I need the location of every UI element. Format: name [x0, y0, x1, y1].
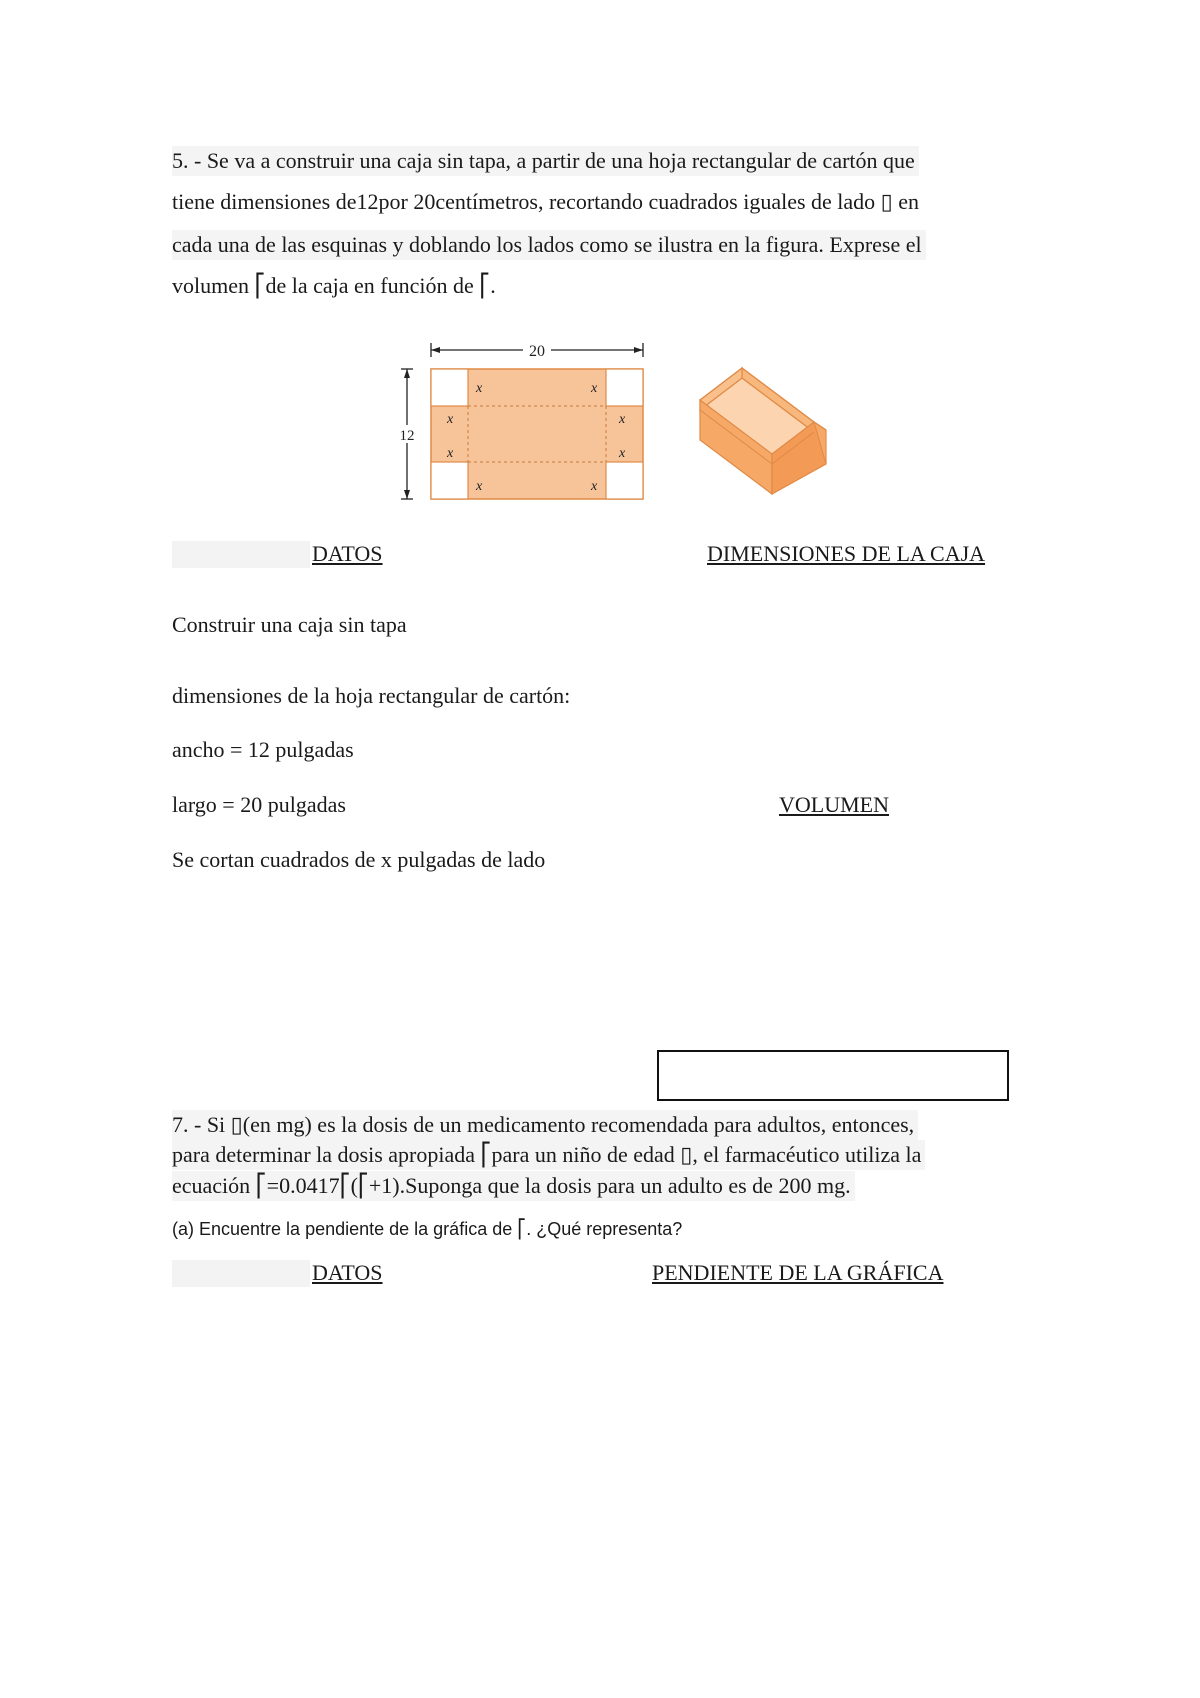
- data-item-largo: largo = 20 pulgadas: [172, 792, 346, 817]
- problem5-line-3: cada una de las esquinas y doblando los lados como se ilustra en la figura. Exprese el: [172, 230, 926, 260]
- corner-x-label: x: [591, 381, 598, 396]
- problem7-part-a: (a) Encuentre la pendiente de la gráfica de ⎡. ¿Qué representa?: [172, 1219, 683, 1239]
- data-item-ancho: ancho = 12 pulgadas: [172, 737, 354, 762]
- dimensiones-heading: DIMENSIONES DE LA CAJA: [707, 541, 986, 566]
- corner-x-label: x: [619, 412, 626, 427]
- corner-x-label: x: [447, 412, 454, 427]
- problem7-line-1: 7. - Si ▯(en mg) es la dosis de un medicamento recomendada para adultos, entonces,: [172, 1110, 918, 1140]
- data-item-dimensiones: dimensiones de la hoja rectangular de cartón:: [172, 683, 571, 708]
- volumen-heading: VOLUMEN: [779, 792, 889, 817]
- datos-shade: [172, 541, 310, 568]
- corner-x-label: x: [476, 479, 483, 494]
- answer-box[interactable]: [657, 1050, 1009, 1101]
- datos-heading: DATOS: [312, 541, 383, 566]
- problem5-line-2: tiene dimensiones de12por 20centímetros, recortando cuadrados iguales de lado ▯ en: [172, 189, 920, 214]
- datos-heading-7: DATOS: [312, 1260, 383, 1285]
- problem5-line-1: 5. - Se va a construir una caja sin tapa, a partir de una hoja rectangular de cartón que: [172, 146, 919, 176]
- problem5-line-4: volumen ⎡de la caja en función de ⎡.: [172, 273, 496, 298]
- corner-x-label: x: [447, 446, 454, 461]
- corner-x-label: x: [591, 479, 598, 494]
- data-item-cuadrados: Se cortan cuadrados de x pulgadas de lado: [172, 847, 546, 872]
- data-item-construir: Construir una caja sin tapa: [172, 612, 407, 637]
- pendiente-heading: PENDIENTE DE LA GRÁFICA: [652, 1260, 944, 1285]
- corner-x-label: x: [619, 446, 626, 461]
- datos-shade: [172, 1260, 310, 1287]
- cardboard-sheet-figure: [390, 332, 660, 507]
- problem7-line-2: para determinar la dosis apropiada ⎡para un niño de edad ▯, el farmacéutico utiliza la: [172, 1140, 925, 1170]
- width-dimension-label: 20: [529, 343, 545, 360]
- corner-x-label: x: [476, 381, 483, 396]
- problem7-line-3: ecuación ⎡=0.0417⎡(⎡+1).Suponga que la dosis para un adulto es de 200 mg.: [172, 1171, 855, 1201]
- height-dimension-label: 12: [399, 428, 415, 444]
- open-box-figure: [688, 364, 838, 504]
